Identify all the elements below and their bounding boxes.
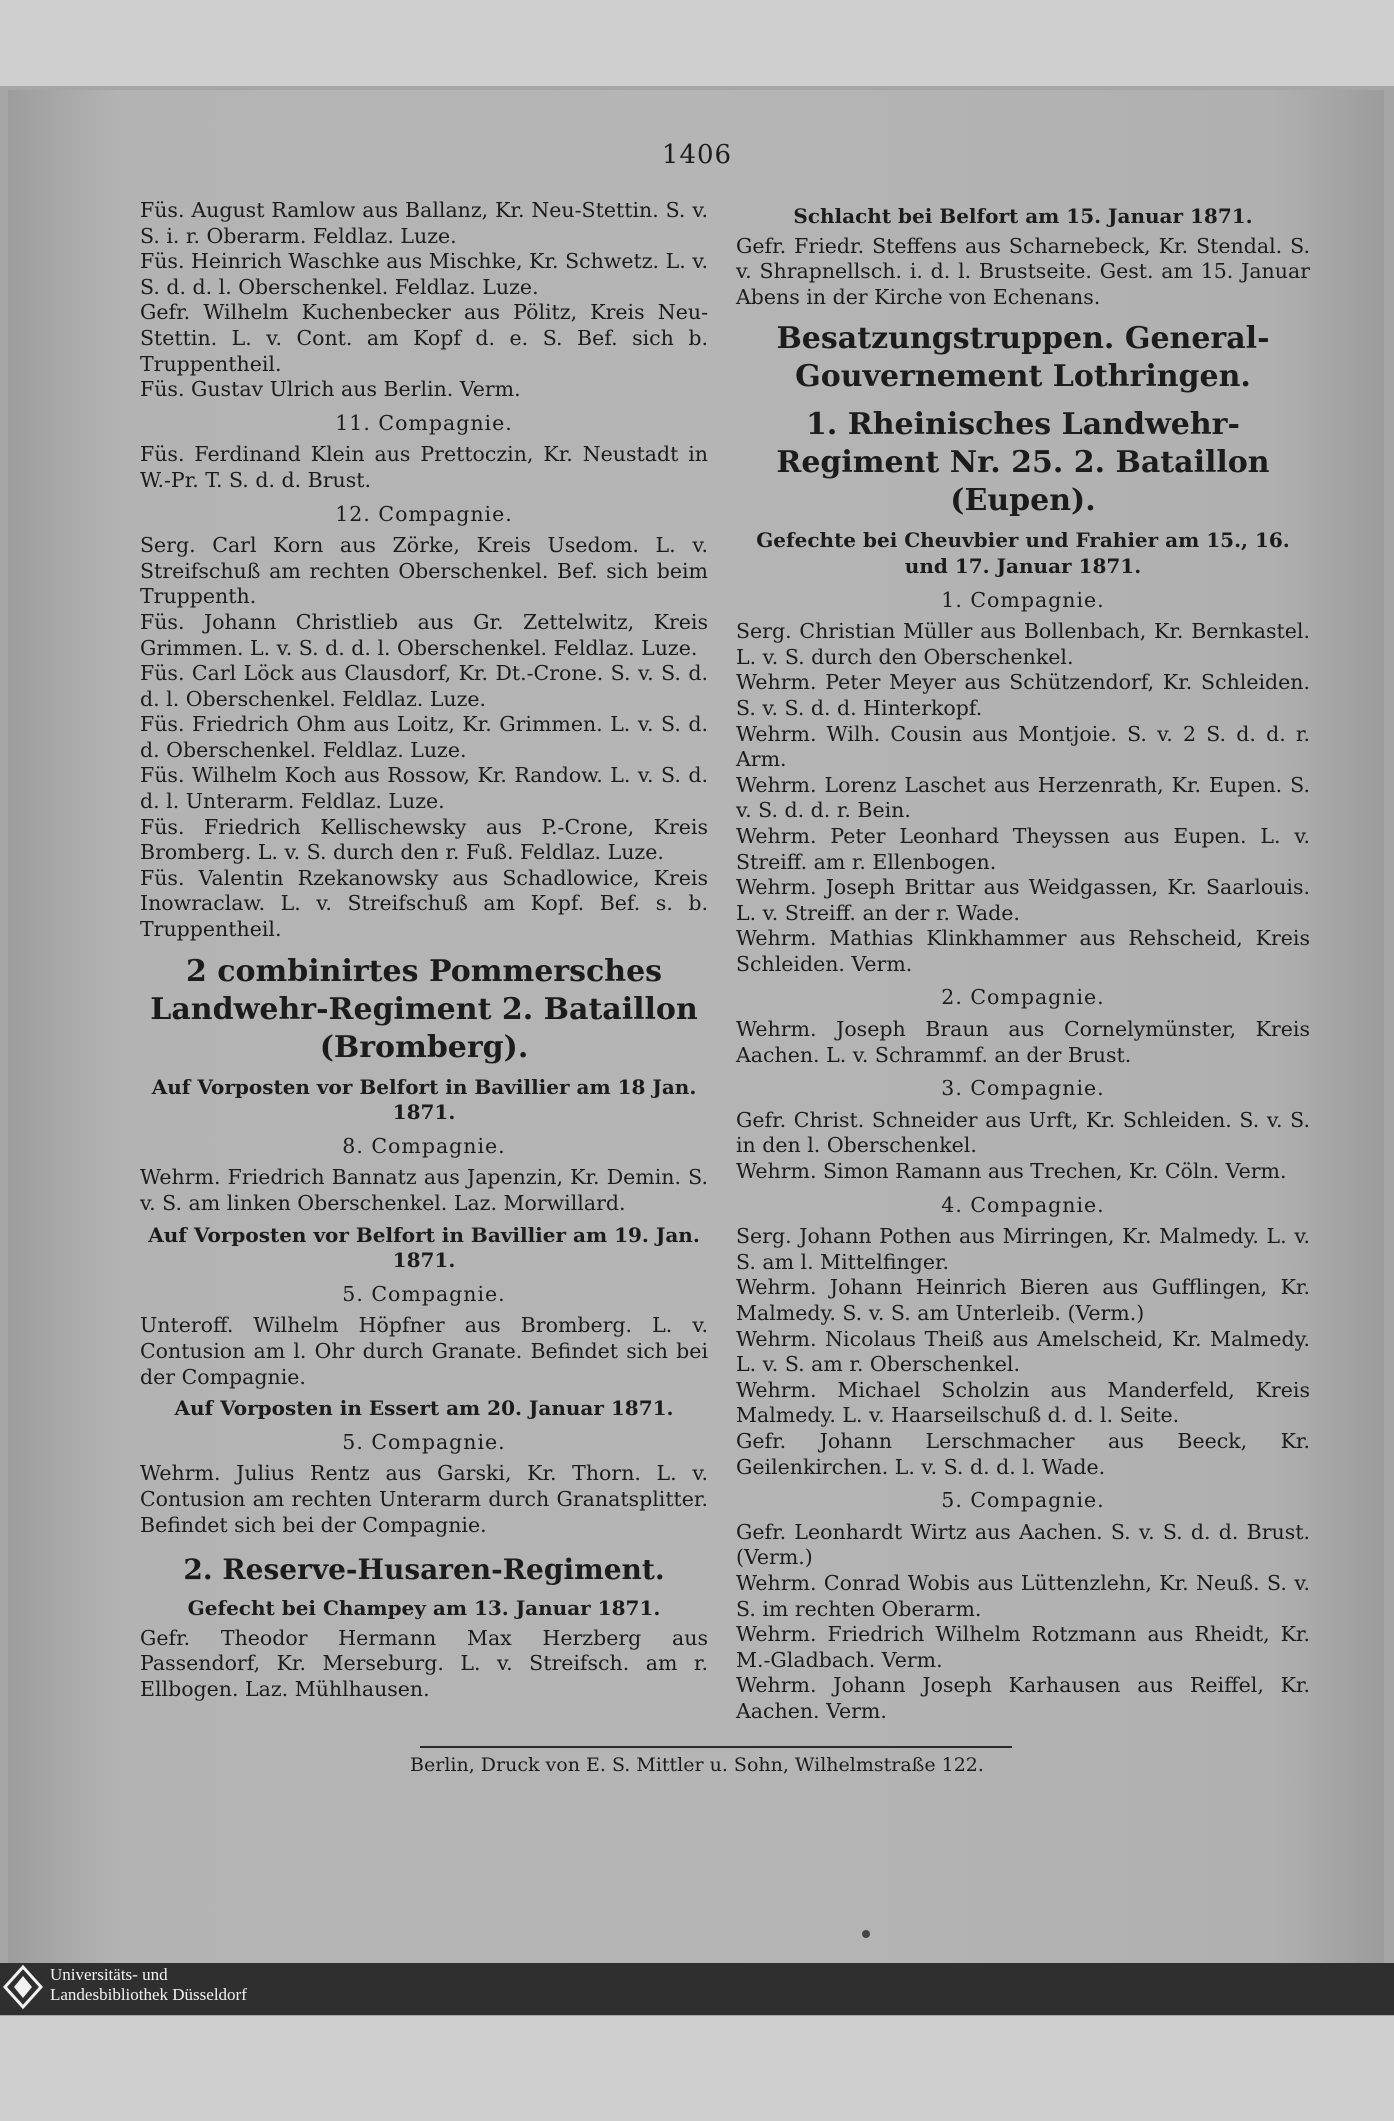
casualty-entry: Gefr. Johann Lerschmacher aus Beeck, Kr. Geilenkirchen. L. v. S. d. d. l. Wade. bbox=[736, 1428, 1310, 1479]
casualty-entry: Wehrm. Joseph Brittar aus Weidgassen, Kr. Saarlouis. L. v. Streiff. an der r. Wade. bbox=[736, 875, 1310, 925]
battle-heading: Gefechte bei Cheuvbier und Frahier am 15., 16. und 17. Januar 1871. bbox=[756, 528, 1290, 578]
company-heading: 3. Compagnie. bbox=[941, 1076, 1105, 1101]
casualty-entry: Füs. Friedrich Kellischewsky aus P.-Crone, Kreis Bromberg. L. v. S. durch den r. Fuß. Feldlaz. Luze. bbox=[140, 814, 708, 865]
battle-heading: Auf Vorposten in Essert am 20. Januar 1871. bbox=[174, 1396, 674, 1421]
battle-heading: Gefecht bei Champey am 13. Januar 1871. bbox=[187, 1596, 661, 1621]
page-number: 1406 bbox=[661, 140, 733, 170]
casualty-entry: Serg. Christian Müller aus Bollenbach, Kr. Bernkastel. L. v. S. durch den Oberschenkel. bbox=[736, 619, 1310, 669]
casualty-entry: Gefr. Friedr. Steffens aus Scharnebeck, Kr. Stendal. S. v. Shrapnellsch. i. d. l. Brustseite. Gest. am 15. Januar Abens in der Kirche von Echenans. bbox=[736, 233, 1310, 309]
library-name-line2: Landesbibliothek Düsseldorf bbox=[50, 1985, 247, 2004]
casualty-entry: Wehrm. Friedrich Wilhelm Rotzmann aus Rheidt, Kr. M.-Gladbach. Verm. bbox=[736, 1622, 1310, 1672]
casualty-entry: Füs. Wilhelm Koch aus Rossow, Kr. Randow. L. v. S. d. d. l. Unterarm. Feldlaz. Luze. bbox=[140, 763, 708, 814]
library-name-line1: Universitäts- und bbox=[50, 1965, 168, 1984]
casualty-entry: Gefr. Leonhardt Wirtz aus Aachen. S. v. S. d. d. Brust. (Verm.) bbox=[736, 1519, 1310, 1570]
regiment-heading: 2 combinirtes Pommersches Landwehr-Regiment 2. Bataillon (Bromberg). bbox=[150, 953, 698, 1065]
company-heading: 5. Compagnie. bbox=[941, 1488, 1105, 1513]
casualty-entry: Füs. Heinrich Waschke aus Mischke, Kr. Schwetz. L. v. S. d. d. l. Oberschenkel. Feldlaz. Luze. bbox=[140, 249, 708, 299]
battle-heading: Schlacht bei Belfort am 15. Januar 1871. bbox=[793, 204, 1253, 228]
casualty-entry: Serg. Johann Pothen aus Mirringen, Kr. Malmedy. L. v. S. am l. Mittelfinger. bbox=[736, 1224, 1310, 1274]
casualty-entry: Füs. Gustav Ulrich aus Berlin. Verm. bbox=[140, 377, 521, 402]
casualty-entry: Wehrm. Johann Heinrich Bieren aus Gufflingen, Kr. Malmedy. S. v. S. am Unterleib. (Verm.) bbox=[736, 1275, 1310, 1325]
battle-heading: Auf Vorposten vor Belfort in Bavillier am 19. Jan. 1871. bbox=[148, 1222, 700, 1273]
casualty-entry: Wehrm. Joseph Braun aus Cornelymünster, Kreis Aachen. L. v. Schrammf. an der Brust. bbox=[736, 1017, 1310, 1067]
regiment-heading: 1. Rheinisches Landwehr-Regiment Nr. 25. 2. Bataillon (Eupen). bbox=[776, 407, 1270, 519]
company-heading: 12. Compagnie. bbox=[335, 501, 513, 526]
casualty-entry: Wehrm. Michael Scholzin aus Manderfeld, Kreis Malmedy. L. v. Haarseilschuß d. d. l. Seite. bbox=[736, 1377, 1310, 1428]
casualty-entry: Wehrm. Wilh. Cousin aus Montjoie. S. v. 2 S. d. d. r. Arm. bbox=[736, 721, 1310, 772]
casualty-entry: Gefr. Christ. Schneider aus Urft, Kr. Schleiden. S. v. S. in den l. Oberschenkel. bbox=[736, 1107, 1310, 1158]
regiment-heading: 2. Reserve-Husaren-Regiment. bbox=[183, 1553, 665, 1587]
casualty-entry: Unteroff. Wilhelm Höpfner aus Bromberg. L. v. Contusion am l. Ohr durch Granate. Befindet sich bei der Compagnie. bbox=[140, 1313, 708, 1389]
casualty-entry: Gefr. Wilhelm Kuchenbecker aus Pölitz, Kreis Neu-Stettin. L. v. Cont. am Kopf d. e. S. Bef. sich b. Truppentheil. bbox=[140, 300, 708, 376]
casualty-entry: Wehrm. Nicolaus Theiß aus Amelscheid, Kr. Malmedy. L. v. S. am r. Oberschenkel. bbox=[736, 1326, 1310, 1377]
company-heading: 1. Compagnie. bbox=[941, 587, 1105, 612]
casualty-entry: Füs. August Ramlow aus Ballanz, Kr. Neu-Stettin. S. v. S. i. r. Oberarm. Feldlaz. Luze. bbox=[140, 198, 708, 248]
casualty-entry: Wehrm. Simon Ramann aus Trechen, Kr. Cöln. Verm. bbox=[736, 1159, 1287, 1184]
library-name bbox=[50, 1965, 247, 2005]
company-heading: 4. Compagnie. bbox=[941, 1192, 1105, 1217]
casualty-entry: Wehrm. Lorenz Laschet aus Herzenrath, Kr. Eupen. S. v. S. d. d. r. Bein. bbox=[736, 772, 1310, 823]
right-column bbox=[736, 198, 1310, 1725]
casualty-entry: Füs. Ferdinand Klein aus Prettoczin, Kr. Neustadt in W.-Pr. T. S. d. d. Brust. bbox=[140, 442, 708, 492]
casualty-entry: Füs. Valentin Rzekanowsky aus Schadlowice, Kreis Inowraclaw. L. v. Streifschuß am Kopf. Bef. s. b. Truppentheil. bbox=[140, 865, 708, 942]
company-heading: 2. Compagnie. bbox=[941, 985, 1105, 1010]
casualty-entry: Gefr. Theodor Hermann Max Herzberg aus Passendorf, Kr. Merseburg. L. v. Streifsch. am r. Ellbogen. Laz. Mühlhausen. bbox=[140, 1625, 708, 1701]
casualty-entry: Serg. Carl Korn aus Zörke, Kreis Usedom. L. v. Streifschuß am rechten Oberschenkel. Bef. sich beim Truppenth. bbox=[140, 533, 708, 609]
company-heading: 5. Compagnie. bbox=[342, 1429, 506, 1454]
casualty-entry: Wehrm. Peter Leonhard Theyssen aus Eupen. L. v. Streiff. am r. Ellenbogen. bbox=[736, 823, 1310, 874]
left-column bbox=[140, 198, 708, 1703]
casualty-entry: Wehrm. Julius Rentz aus Garski, Kr. Thorn. L. v. Contusion am rechten Unterarm durch Granatsplitter. Befindet sich bei der Compagnie. bbox=[140, 1461, 708, 1537]
casualty-entry: Füs. Johann Christlieb aus Gr. Zettelwitz, Kreis Grimmen. L. v. S. d. d. l. Oberschenkel. Feldlaz. Luze. bbox=[140, 609, 708, 660]
casualty-entry: Wehrm. Mathias Klinkhammer aus Rehscheid, Kreis Schleiden. Verm. bbox=[736, 926, 1310, 976]
printer-footer: Berlin, Druck von E. S. Mittler u. Sohn, Wilhelmstraße 122. bbox=[410, 1754, 984, 1776]
uld-logo-icon bbox=[2, 1964, 44, 2010]
casualty-entry: Wehrm. Friedrich Bannatz aus Japenzin, Kr. Demin. S. v. S. am linken Oberschenkel. Laz. Morwillard. bbox=[140, 1165, 708, 1215]
regiment-heading: Besatzungstruppen. General-Gouvernement Lothringen. bbox=[776, 321, 1270, 395]
speck bbox=[862, 1930, 870, 1938]
casualty-entry: Füs. Friedrich Ohm aus Loitz, Kr. Grimmen. L. v. S. d. d. Oberschenkel. Feldlaz. Luze. bbox=[140, 712, 708, 762]
casualty-entry: Wehrm. Peter Meyer aus Schützendorf, Kr. Schleiden. S. v. S. d. d. Hinterkopf. bbox=[736, 670, 1310, 720]
company-heading: 8. Compagnie. bbox=[342, 1133, 506, 1158]
footer-rule bbox=[420, 1746, 1012, 1748]
battle-heading: Auf Vorposten vor Belfort in Bavillier am 18 Jan. 1871. bbox=[151, 1074, 697, 1125]
company-heading: 11. Compagnie. bbox=[335, 410, 513, 435]
company-heading: 5. Compagnie. bbox=[342, 1281, 506, 1306]
casualty-entry: Füs. Carl Löck aus Clausdorf, Kr. Dt.-Crone. S. v. S. d. d. l. Oberschenkel. Feldlaz. Luze. bbox=[140, 661, 708, 711]
casualty-entry: Wehrm. Johann Joseph Karhausen aus Reiffel, Kr. Aachen. Verm. bbox=[736, 1673, 1310, 1723]
casualty-entry: Wehrm. Conrad Wobis aus Lüttenzlehn, Kr. Neuß. S. v. S. im rechten Oberarm. bbox=[736, 1570, 1310, 1621]
